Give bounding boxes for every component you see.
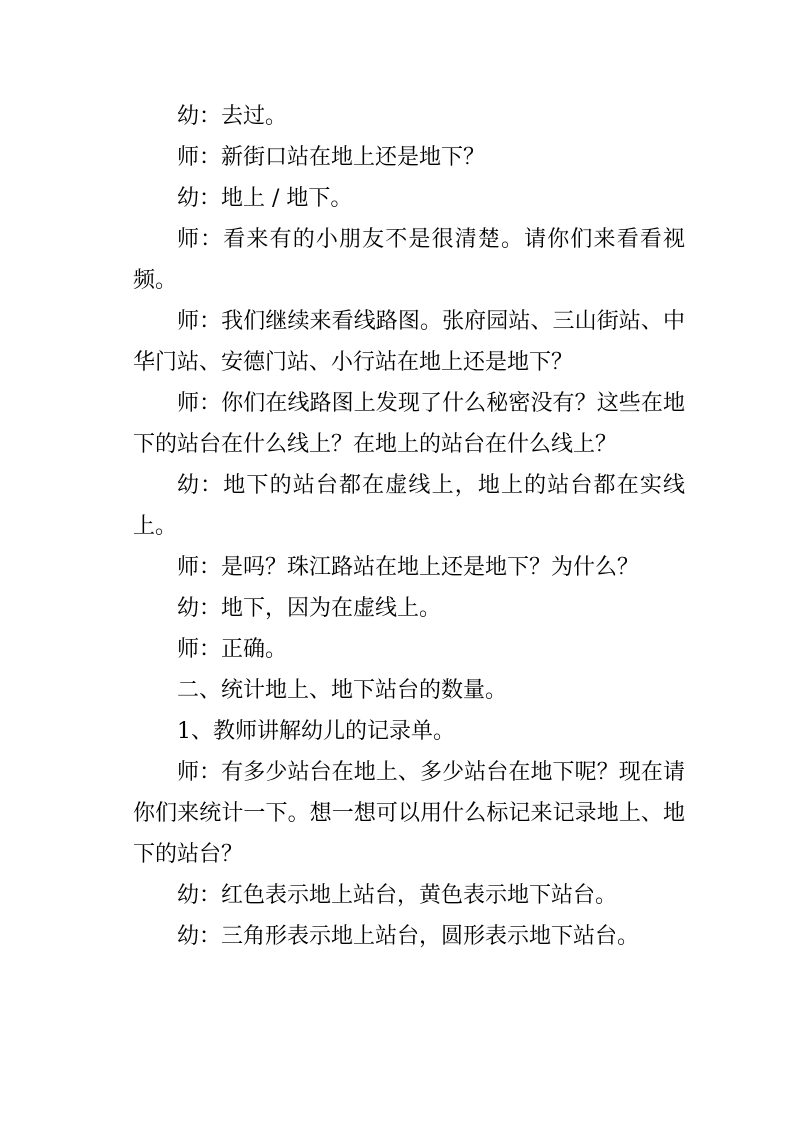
paragraph: 幼：三角形表示地上站台，圆形表示地下站台。 [177, 924, 640, 949]
paragraph: 师：我们继续来看线路图。张府园站、三山街站、中华门站、安德门站、小行站在地上还是地下？ [133, 309, 685, 375]
paragraph: 师：正确。 [177, 637, 288, 662]
section-heading: 二、统计地上、地下站台的数量。 [177, 678, 508, 703]
paragraph: 幼：红色表示地上站台，黄色表示地下站台。 [177, 883, 618, 908]
paragraph: 师：你们在线路图上发现了什么秘密没有？这些在地下的站台在什么线上？在地上的站台在什么线上？ [133, 391, 685, 457]
paragraph: 师：新街口站在地上还是地下？ [177, 145, 486, 170]
paragraph: 幼：去过。 [177, 104, 288, 129]
paragraph: 幼：地上 / 地下。 [177, 186, 353, 211]
paragraph: 幼：地下的站台都在虚线上，地上的站台都在实线上。 [133, 473, 685, 539]
paragraph: 幼：地下，因为在虚线上。 [177, 596, 442, 621]
subsection-heading: 1、教师讲解幼儿的记录单。 [177, 719, 455, 744]
document-body [133, 96, 685, 957]
paragraph: 师：有多少站台在地上、多少站台在地下呢？现在请你们来统计一下。想一想可以用什么标记来记录地上、地下的站台？ [133, 760, 685, 867]
paragraph: 师：是吗？珠江路站在地上还是地下？为什么？ [177, 555, 640, 580]
paragraph: 师：看来有的小朋友不是很清楚。请你们来看看视频。 [133, 227, 685, 293]
